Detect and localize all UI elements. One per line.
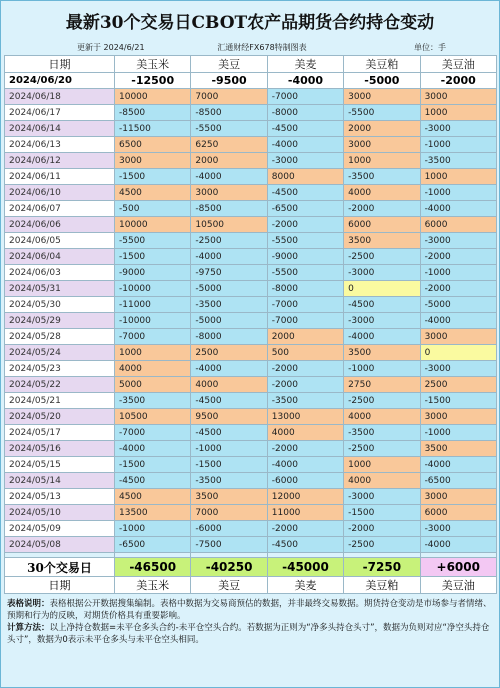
row-value: 7000 (191, 89, 267, 105)
subheader (1, 39, 499, 55)
table-row (5, 345, 497, 361)
row-date: 2024/06/04 (5, 249, 115, 265)
row-value: -5000 (191, 313, 267, 329)
row-value: -1500 (115, 249, 191, 265)
table-row (5, 425, 497, 441)
row-value: -3500 (191, 473, 267, 489)
row-value: -4000 (420, 537, 496, 553)
row-value: -500 (115, 201, 191, 217)
total-value-soybean: -40250 (191, 558, 267, 577)
row-value: -8000 (191, 329, 267, 345)
row-value: -5000 (191, 281, 267, 297)
row-value: -3000 (420, 521, 496, 537)
row-value: -3000 (344, 489, 420, 505)
total-value-soyoil: +6000 (420, 558, 496, 577)
table-row (5, 361, 497, 377)
row-value: -3500 (267, 393, 343, 409)
row-value: 7000 (191, 505, 267, 521)
row-date: 2024/05/21 (5, 393, 115, 409)
row-value: -6500 (267, 201, 343, 217)
row-value: -8000 (267, 281, 343, 297)
latest-value: -2000 (420, 73, 496, 89)
row-value: -2500 (191, 233, 267, 249)
row-value: 4500 (115, 185, 191, 201)
row-value: 4000 (344, 185, 420, 201)
row-value: -1000 (420, 425, 496, 441)
row-value: -2500 (344, 441, 420, 457)
latest-value: -4000 (267, 73, 343, 89)
row-date: 2024/05/24 (5, 345, 115, 361)
row-value: 2500 (191, 345, 267, 361)
table-row (5, 457, 497, 473)
row-value: -8500 (191, 201, 267, 217)
total-value-soymeal: -7250 (344, 558, 420, 577)
latest-date: 2024/06/20 (5, 73, 115, 89)
table-row (5, 537, 497, 553)
row-value: 4000 (344, 473, 420, 489)
note-table-description (7, 598, 493, 622)
row-value: -1500 (191, 457, 267, 473)
row-value: -10000 (115, 313, 191, 329)
row-value: -1500 (420, 393, 496, 409)
table-row (5, 329, 497, 345)
total-value-wheat: -45000 (267, 558, 343, 577)
row-value: -5500 (267, 265, 343, 281)
note-label: 计算方法： (7, 623, 50, 633)
row-value: -4500 (267, 537, 343, 553)
table-row (5, 489, 497, 505)
column-header-wheat: 美麦 (267, 56, 343, 73)
row-value: 2750 (344, 377, 420, 393)
row-value: -7500 (191, 537, 267, 553)
row-value: -6000 (191, 521, 267, 537)
column-header-soybean: 美豆 (191, 56, 267, 73)
row-date: 2024/05/22 (5, 377, 115, 393)
table-row (5, 313, 497, 329)
note-label: 表格说明： (7, 599, 50, 609)
row-date: 2024/06/05 (5, 233, 115, 249)
row-value: -6500 (420, 473, 496, 489)
row-value: -4500 (267, 185, 343, 201)
row-value: 10000 (115, 217, 191, 233)
row-value: 10500 (115, 409, 191, 425)
note-text: 以上净持仓数据=未平仓多头合约-未平仓空头合约。若数据为正则为“净多头持仓头寸”，数据为负则对应“净空头持仓头寸”，数据为0表示未平仓多头与未平仓空头相同。 (7, 623, 490, 645)
table-row (5, 297, 497, 313)
table-row (5, 233, 497, 249)
row-value: 3000 (420, 89, 496, 105)
row-date: 2024/05/08 (5, 537, 115, 553)
row-value: -11500 (115, 121, 191, 137)
row-value: 3000 (420, 409, 496, 425)
row-value: -7000 (267, 297, 343, 313)
total-row (5, 558, 497, 577)
row-value: 2000 (344, 121, 420, 137)
row-value: -4000 (191, 361, 267, 377)
row-value: 12000 (267, 489, 343, 505)
table-row (5, 121, 497, 137)
row-value: -2000 (267, 377, 343, 393)
row-date: 2024/06/18 (5, 89, 115, 105)
row-value: 3000 (420, 329, 496, 345)
row-value: -4000 (420, 201, 496, 217)
row-value: -7000 (267, 313, 343, 329)
table-row (5, 201, 497, 217)
row-value: -3500 (420, 153, 496, 169)
table-row (5, 377, 497, 393)
row-date: 2024/05/20 (5, 409, 115, 425)
row-value: -1000 (191, 441, 267, 457)
row-value: -2000 (344, 521, 420, 537)
row-value: 3500 (344, 345, 420, 361)
table-row (5, 153, 497, 169)
row-value: 8000 (267, 169, 343, 185)
row-value: -4500 (115, 473, 191, 489)
row-value: -8500 (191, 105, 267, 121)
latest-row (5, 73, 497, 89)
row-value: -8500 (115, 105, 191, 121)
row-value: 4000 (115, 361, 191, 377)
row-value: -1000 (115, 521, 191, 537)
header-row (5, 56, 497, 73)
table-row (5, 505, 497, 521)
unit-label: 单位：手 (414, 42, 446, 52)
source-label: 汇通财经FX678特制图表 (217, 42, 307, 52)
row-value: -1000 (420, 185, 496, 201)
note-calculation-method (7, 622, 493, 646)
row-date: 2024/05/13 (5, 489, 115, 505)
row-value: -3500 (191, 297, 267, 313)
row-value: 3000 (115, 153, 191, 169)
footer-header-date: 日期 (5, 577, 115, 594)
row-date: 2024/06/17 (5, 105, 115, 121)
row-value: -2000 (420, 249, 496, 265)
row-value: 5000 (115, 377, 191, 393)
row-value: 3000 (344, 89, 420, 105)
row-value: 6250 (191, 137, 267, 153)
row-value: -7000 (115, 329, 191, 345)
footer-header-soymeal: 美豆粕 (344, 577, 420, 594)
row-date: 2024/05/09 (5, 521, 115, 537)
row-value: 3000 (344, 137, 420, 153)
table-row (5, 217, 497, 233)
row-value: -6500 (115, 537, 191, 553)
row-value: -3000 (420, 361, 496, 377)
row-value: -8000 (267, 105, 343, 121)
row-value: -2000 (267, 361, 343, 377)
table-row (5, 185, 497, 201)
row-value: 6000 (420, 505, 496, 521)
row-value: -3000 (344, 313, 420, 329)
row-date: 2024/05/31 (5, 281, 115, 297)
row-value: 1000 (344, 457, 420, 473)
row-date: 2024/05/29 (5, 313, 115, 329)
row-value: -9750 (191, 265, 267, 281)
row-value: -4000 (191, 169, 267, 185)
row-value: -5500 (191, 121, 267, 137)
latest-value: -5000 (344, 73, 420, 89)
row-date: 2024/05/28 (5, 329, 115, 345)
row-value: -1000 (420, 137, 496, 153)
row-date: 2024/06/11 (5, 169, 115, 185)
footer-header-corn: 美玉米 (115, 577, 191, 594)
total-value-corn: -46500 (115, 558, 191, 577)
row-value: -2500 (344, 393, 420, 409)
row-value: -1000 (420, 265, 496, 281)
row-value: -4500 (267, 121, 343, 137)
row-value: 2000 (267, 329, 343, 345)
row-value: -1000 (344, 361, 420, 377)
row-value: -4000 (420, 313, 496, 329)
row-value: 6000 (420, 217, 496, 233)
row-value: -7000 (267, 89, 343, 105)
row-value: -5500 (267, 233, 343, 249)
table-row (5, 137, 497, 153)
row-date: 2024/05/17 (5, 425, 115, 441)
row-value: 1000 (344, 153, 420, 169)
row-value: -2000 (267, 441, 343, 457)
table-row (5, 169, 497, 185)
row-value: -3000 (267, 153, 343, 169)
row-value: -2500 (344, 537, 420, 553)
row-value: -3000 (344, 265, 420, 281)
note-text: 表格根据公开数据搜集编制。表格中数据为交易商预估的数据，并非最终交易数据。期货持仓变动是市场参与者情绪、预期和行为的反映，对期货价格具有重要影响。 (7, 599, 492, 621)
row-value: 1000 (115, 345, 191, 361)
row-value: 0 (420, 345, 496, 361)
row-value: 10500 (191, 217, 267, 233)
row-value: -3500 (344, 169, 420, 185)
row-value: -10000 (115, 281, 191, 297)
row-value: 2500 (420, 377, 496, 393)
row-value: 3500 (420, 441, 496, 457)
row-value: 2000 (191, 153, 267, 169)
row-value: 6500 (115, 137, 191, 153)
row-value: -4500 (191, 425, 267, 441)
row-value: -3500 (344, 425, 420, 441)
table-row (5, 249, 497, 265)
row-value: -1500 (115, 457, 191, 473)
row-value: -5000 (420, 297, 496, 313)
page-title: 最新30个交易日CBOT农产品期货合约持仓变动 (65, 12, 435, 33)
column-header-date: 日期 (5, 56, 115, 73)
row-date: 2024/05/30 (5, 297, 115, 313)
row-value: -1500 (344, 505, 420, 521)
table-row (5, 441, 497, 457)
column-header-corn: 美玉米 (115, 56, 191, 73)
row-date: 2024/06/10 (5, 185, 115, 201)
row-value: -9000 (267, 249, 343, 265)
row-value: -4000 (267, 137, 343, 153)
table-row (5, 473, 497, 489)
row-value: 1000 (420, 169, 496, 185)
row-value: -3500 (115, 393, 191, 409)
row-date: 2024/06/07 (5, 201, 115, 217)
latest-value: -12500 (115, 73, 191, 89)
row-value: -4500 (344, 297, 420, 313)
row-value: -5500 (344, 105, 420, 121)
row-date: 2024/05/16 (5, 441, 115, 457)
row-value: 4000 (344, 409, 420, 425)
row-value: 0 (344, 281, 420, 297)
table-row (5, 393, 497, 409)
positions-table (4, 55, 497, 594)
row-value: -2000 (420, 281, 496, 297)
row-date: 2024/06/03 (5, 265, 115, 281)
table-row (5, 265, 497, 281)
row-value: -2000 (267, 217, 343, 233)
table-row (5, 409, 497, 425)
notes (1, 594, 499, 646)
row-date: 2024/06/12 (5, 153, 115, 169)
row-date: 2024/06/06 (5, 217, 115, 233)
row-value: 10000 (115, 89, 191, 105)
table-row (5, 105, 497, 121)
row-value: 3000 (191, 185, 267, 201)
row-value: 3500 (191, 489, 267, 505)
row-value: -4000 (344, 329, 420, 345)
row-value: -4000 (267, 457, 343, 473)
row-date: 2024/05/23 (5, 361, 115, 377)
footer-header-soybean: 美豆 (191, 577, 267, 594)
row-value: -4000 (191, 249, 267, 265)
row-value: 4000 (267, 425, 343, 441)
row-value: 13500 (115, 505, 191, 521)
row-value: 13000 (267, 409, 343, 425)
row-value: 3000 (420, 489, 496, 505)
table-row (5, 281, 497, 297)
table-row (5, 521, 497, 537)
row-value: -2000 (267, 521, 343, 537)
row-date: 2024/05/10 (5, 505, 115, 521)
row-date: 2024/05/14 (5, 473, 115, 489)
footer-header-soyoil: 美豆油 (420, 577, 496, 594)
footer-header-row (5, 577, 497, 594)
row-value: 11000 (267, 505, 343, 521)
row-value: 500 (267, 345, 343, 361)
row-value: -4000 (115, 441, 191, 457)
column-header-soyoil: 美豆油 (420, 56, 496, 73)
row-value: 1000 (420, 105, 496, 121)
row-value: -9000 (115, 265, 191, 281)
total-label: 30个交易日 (5, 558, 115, 577)
row-date: 2024/06/13 (5, 137, 115, 153)
row-value: -4000 (420, 457, 496, 473)
row-value: 4500 (115, 489, 191, 505)
row-value: -6000 (267, 473, 343, 489)
row-value: -5500 (115, 233, 191, 249)
row-value: -1500 (115, 169, 191, 185)
row-value: -2500 (344, 249, 420, 265)
update-date: 更新于 2024/6/21 (77, 42, 145, 52)
row-value: 3500 (344, 233, 420, 249)
table-row (5, 89, 497, 105)
footer-header-wheat: 美麦 (267, 577, 343, 594)
row-date: 2024/06/14 (5, 121, 115, 137)
row-value: -2000 (344, 201, 420, 217)
row-value: -3000 (420, 121, 496, 137)
row-date: 2024/05/15 (5, 457, 115, 473)
row-value: -11000 (115, 297, 191, 313)
row-value: 4000 (191, 377, 267, 393)
row-value: 9500 (191, 409, 267, 425)
row-value: -7000 (115, 425, 191, 441)
latest-value: -9500 (191, 73, 267, 89)
column-header-soymeal: 美豆粕 (344, 56, 420, 73)
row-value: -3000 (420, 233, 496, 249)
row-value: 6000 (344, 217, 420, 233)
row-value: -4500 (191, 393, 267, 409)
